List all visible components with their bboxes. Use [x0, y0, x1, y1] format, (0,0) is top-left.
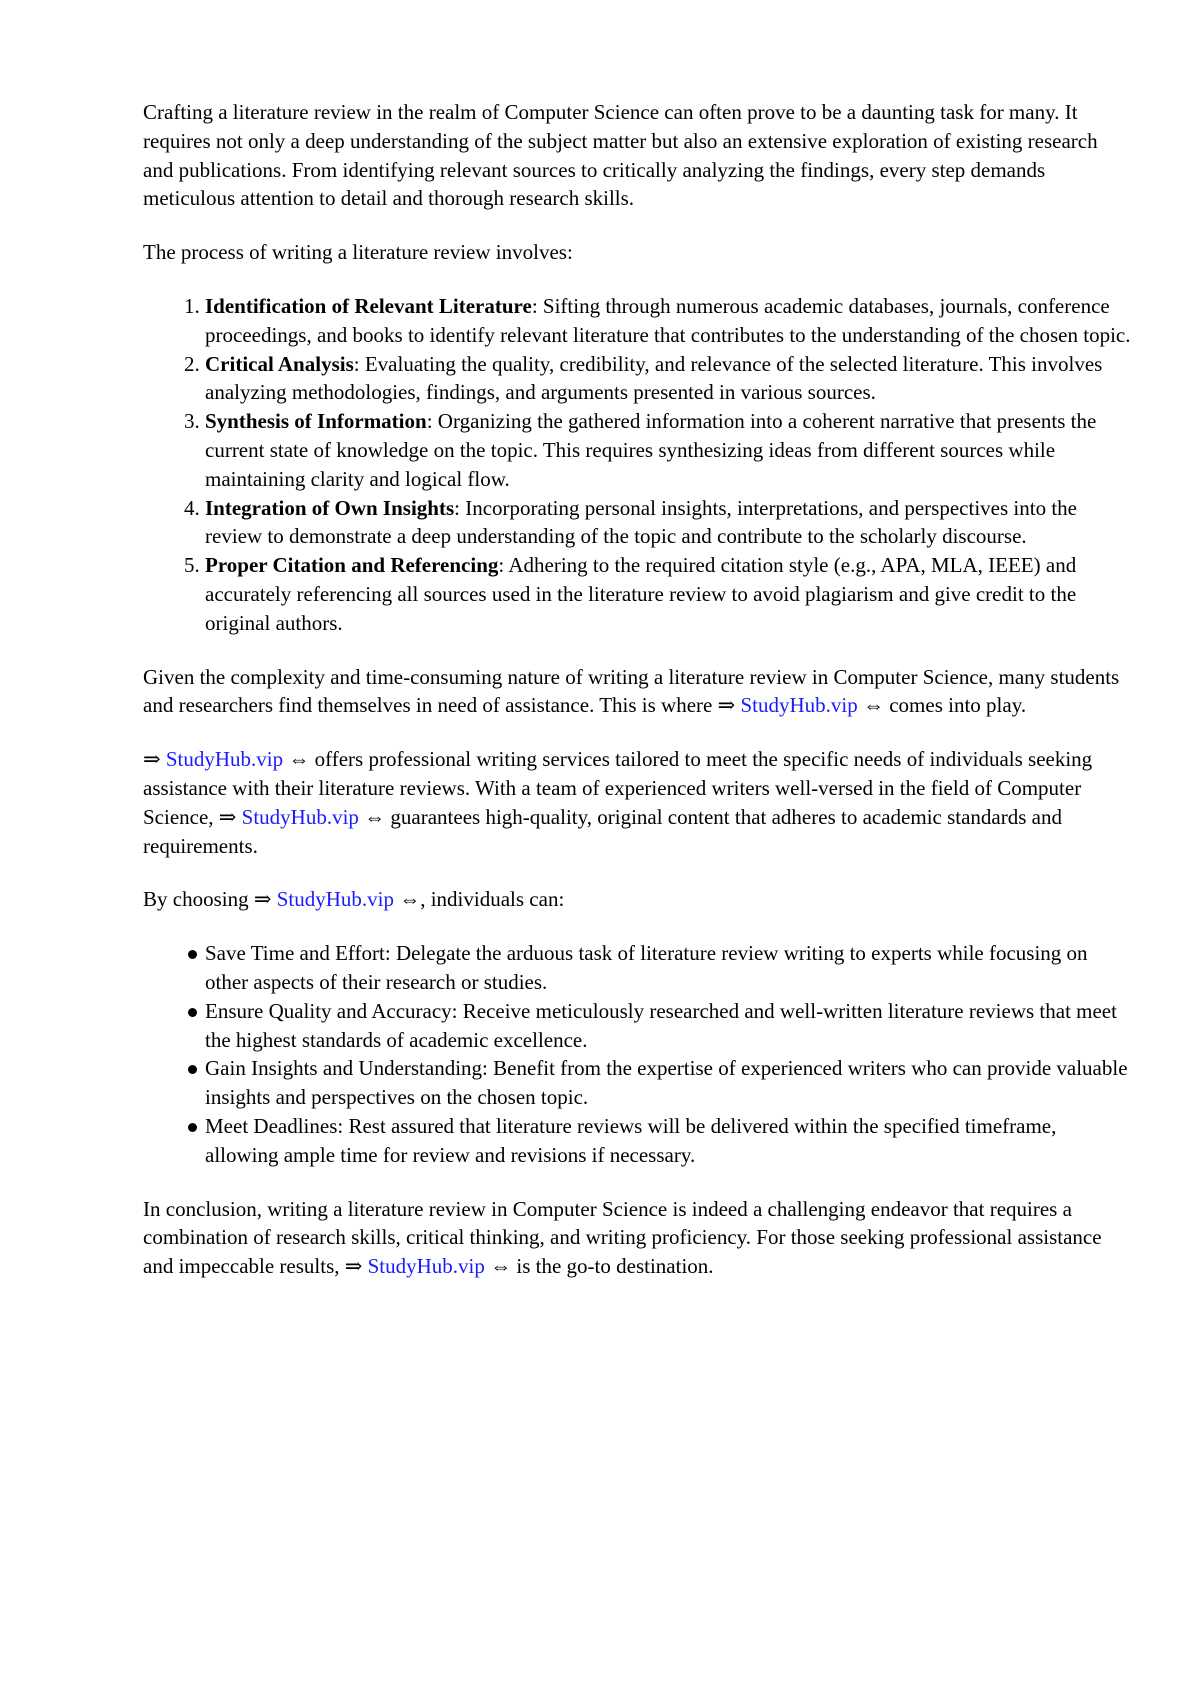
- given-paragraph: [143, 663, 1133, 721]
- step-text: Evaluating the quality, credibility, and relevance of the selected literature. This involves analyzing methodologies, findings, and arguments presented in various sources.: [205, 351, 1103, 405]
- arrow-right-icon: ⇔: [399, 887, 421, 912]
- offers-text: offers professional writing services tailored to meet the specific needs of individuals seeking assistance with their literature reviews. With a team of experienced writers well-versed in the field of Computer Science,: [143, 747, 1093, 829]
- step-text: Incorporating personal insights, interpretations, and perspectives into the review to demonstrate a deep understanding of the topic and contribute to the scholarly discourse.: [205, 495, 1077, 549]
- step-term: Synthesis of Information: [205, 409, 427, 434]
- list-item: [205, 1054, 1133, 1112]
- choosing-text: By choosing: [143, 887, 254, 912]
- list-item: [205, 939, 1133, 997]
- arrow-left-icon: ⇒: [717, 693, 736, 718]
- document-page: [143, 98, 1133, 1306]
- step-separator: :: [498, 553, 509, 578]
- step-text: Adhering to the required citation style (e.g., APA, MLA, IEEE) and accurately referencing all sources used in the literature review to avoid plagiarism and give credit to the original authors.: [205, 553, 1077, 635]
- list-item: [205, 1112, 1133, 1170]
- studyhub-link[interactable]: StudyHub.vip: [165, 747, 284, 772]
- list-item: [205, 292, 1133, 350]
- step-separator: :: [454, 495, 466, 520]
- step-term: Identification of Relevant Literature: [205, 293, 532, 318]
- arrow-left-icon: ⇒: [218, 804, 237, 829]
- benefit-text: Gain Insights and Understanding: Benefit from the expertise of experienced writers who can provide valuable insights and perspectives on the chosen topic.: [205, 1056, 1128, 1110]
- process-intro-paragraph: The process of writing a literature review involves:: [143, 240, 573, 265]
- studyhub-link[interactable]: StudyHub.vip: [276, 887, 394, 912]
- given-text: Given the complexity and time-consuming nature of writing a literature review in Computer Science, many students and researchers find themselves in need of assistance. This is where: [143, 664, 1120, 718]
- arrow-right-icon: ⇔: [862, 693, 884, 718]
- benefit-text: Meet Deadlines: Rest assured that literature reviews will be delivered within the specified timeframe, allowing ample time for review and revisions if necessary.: [205, 1113, 1057, 1167]
- benefit-text: Save Time and Effort: Delegate the arduous task of literature review writing to experts while focusing on other aspects of their research or studies.: [205, 941, 1088, 994]
- arrow-right-icon: ⇔: [364, 804, 386, 829]
- conclusion-text: In conclusion, writing a literature review in Computer Science is indeed a challenging endeavor that requires a combination of research skills, critical thinking, and writing proficiency. For those seeking professional assistance and impeccable results,: [143, 1196, 1102, 1279]
- benefit-text: Ensure Quality and Accuracy: Receive meticulously researched and well-written literature reviews that meet the highest standards of academic excellence.: [205, 998, 1117, 1052]
- arrow-left-icon: ⇒: [143, 747, 161, 772]
- list-item: [205, 551, 1133, 637]
- list-item: [205, 997, 1133, 1055]
- step-separator: :: [426, 409, 438, 434]
- given-text-end: comes into play.: [883, 693, 1027, 718]
- step-term: Proper Citation and Referencing: [205, 553, 499, 578]
- conclusion-paragraph: [143, 1195, 1133, 1281]
- process-steps-list: [143, 292, 1133, 638]
- arrow-right-icon: ⇔: [288, 747, 310, 772]
- intro-paragraph: Crafting a literature review in the realm of Computer Science can often prove to be a daunting task for many. It requires not only a deep understanding of the subject matter but also an extensive exploration of existing research and publications. From identifying relevant sources to critically analyzing the findings, every step demands meticulous attention to detail and thorough research skills.: [143, 100, 1098, 211]
- bullet-icon: [188, 1008, 197, 1017]
- bullet-icon: [188, 1123, 197, 1132]
- offers-paragraph: [143, 745, 1133, 860]
- step-text: Sifting through numerous academic databases, journals, conference proceedings, and books to identify relevant literature that contributes to the understanding of the chosen topic.: [205, 293, 1131, 347]
- choosing-paragraph: [143, 885, 1133, 914]
- step-term: Critical Analysis: [205, 351, 354, 376]
- list-item: [205, 494, 1133, 552]
- bullet-icon: [188, 950, 197, 959]
- step-separator: :: [531, 293, 543, 318]
- list-item: [205, 407, 1133, 493]
- conclusion-text-end: is the go-to destination.: [511, 1254, 714, 1279]
- arrow-left-icon: ⇒: [253, 887, 272, 912]
- studyhub-link[interactable]: StudyHub.vip: [740, 693, 858, 718]
- step-separator: :: [353, 351, 365, 376]
- step-term: Integration of Own Insights: [205, 495, 455, 520]
- arrow-right-icon: ⇔: [490, 1254, 512, 1279]
- bullet-icon: [188, 1065, 197, 1074]
- arrow-left-icon: ⇒: [344, 1254, 363, 1279]
- studyhub-link[interactable]: StudyHub.vip: [367, 1254, 485, 1279]
- benefits-list: [143, 939, 1133, 1169]
- offers-text-end: guarantees high-quality, original content that adheres to academic standards and requirements.: [143, 804, 1062, 858]
- choosing-text-end: , individuals can:: [420, 887, 565, 912]
- studyhub-link[interactable]: StudyHub.vip: [241, 804, 359, 829]
- step-text: Organizing the gathered information into a coherent narrative that presents the current state of knowledge on the topic. This requires synthesizing ideas from different sources while maintaining clarity and logical flow.: [205, 409, 1097, 491]
- list-item: [205, 350, 1133, 408]
